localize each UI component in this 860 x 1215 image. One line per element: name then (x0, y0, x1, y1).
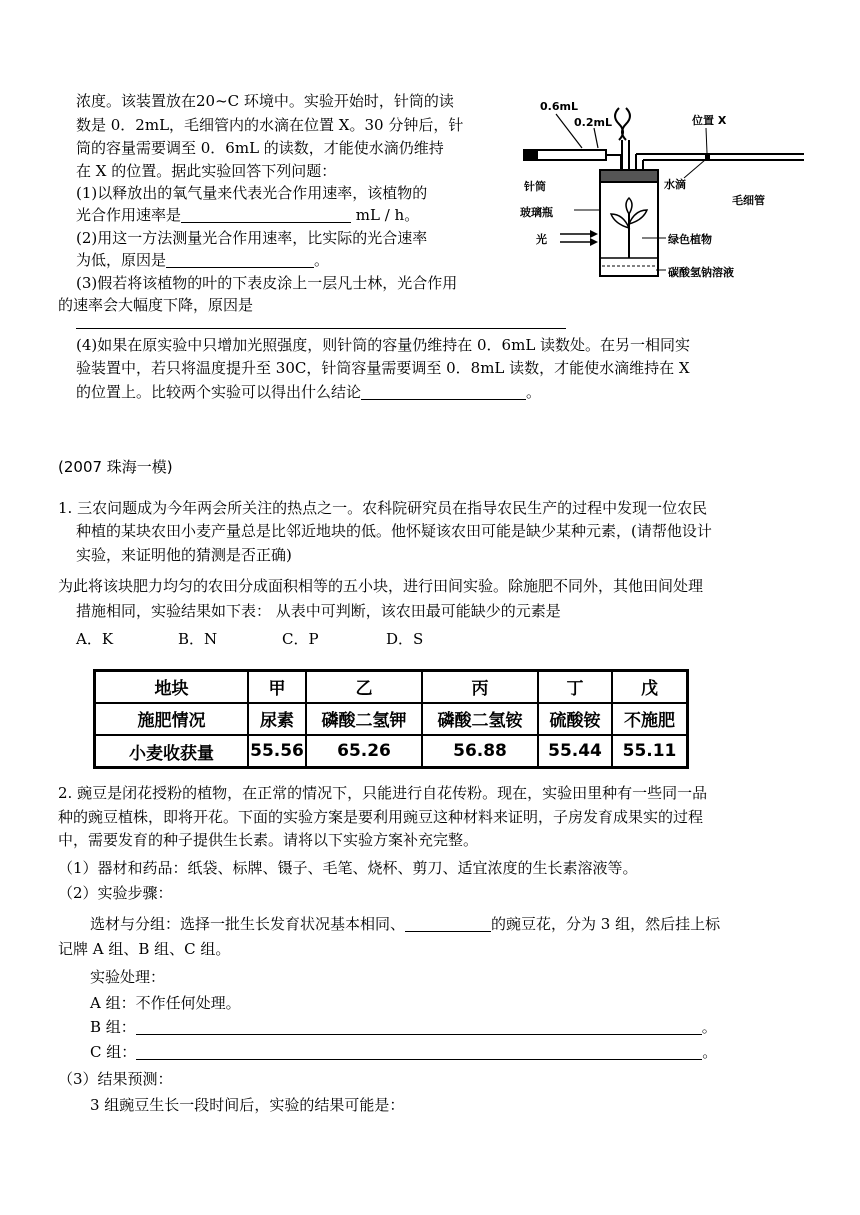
option-a[interactable]: A．K (76, 630, 114, 648)
p2-group-labels: 记牌 A 组、B 组、C 组。 (58, 940, 231, 958)
q2-line-2 (76, 249, 329, 271)
option-d[interactable]: D．S (386, 630, 424, 648)
q3-line-2: 的速率会大幅度下降，原因是 (58, 296, 254, 314)
p1-line-3: 实验，来证明他的猜测是否正确) (76, 546, 292, 564)
yield-table (93, 669, 689, 769)
p2-selection-text: 选材与分组：选择一批生长发育状况基本相同、 (90, 915, 406, 933)
p2-steps-heading: （2）实验步骤： (58, 884, 173, 902)
table-row (96, 703, 686, 735)
q1-text: 光合作用速率是 (76, 206, 182, 224)
q4-text: 的位置上。比较两个实验可以得出什么结论 (76, 383, 362, 401)
p2-selection-text-end: 的豌豆花，分为 3 组，然后挂上标 (491, 915, 721, 933)
q1-unit: mL / h。 (351, 206, 420, 224)
p2-prediction-heading: （3）结果预测： (58, 1070, 173, 1088)
label-green-plant: 绿色植物 (668, 233, 712, 246)
q4-line-3 (76, 381, 541, 403)
p2-selection-line (90, 913, 720, 935)
q1-answer-blank[interactable] (181, 206, 351, 223)
table-cell: 55.56 (248, 735, 306, 766)
table-cell: 丙 (422, 672, 538, 703)
p1-line-5: 措施相同，实验结果如下表： 从表中可判断，该农田最可能缺少的元素是 (76, 602, 561, 620)
table-cell: 小麦收获量 (96, 735, 248, 766)
q4-line-2: 验装置中，若只将温度提升至 30C，针筒容量需要调至 0．8mL 读数，才能使水滴维持在 X (76, 359, 690, 377)
p2-group-c-label: C 组： (90, 1043, 137, 1061)
label-bicarbonate-solution: 碳酸氢钠溶液 (668, 266, 734, 279)
q3-answer-blank[interactable] (76, 328, 566, 329)
label-capillary: 毛细管 (732, 194, 765, 207)
intro-line-1: 浓度。该装置放在20~C 环境中。实验开始时，针筒的读 (76, 92, 454, 110)
table-cell: 地块 (96, 672, 248, 703)
label-position-x: 位置 X (692, 114, 727, 127)
table-cell: 甲 (248, 672, 306, 703)
q4-end: 。 (526, 383, 542, 401)
p2-line-2: 种的豌豆植株，即将开花。下面的实验方案是要利用豌豆这种材料来证明，子房发育成果实的过程 (58, 808, 704, 826)
table-cell: 戊 (612, 672, 686, 703)
q1-line-2 (76, 204, 419, 226)
p2-prediction-text: 3 组豌豆生长一段时间后，实验的结果可能是： (90, 1096, 405, 1114)
table-cell: 56.88 (422, 735, 538, 766)
q3-line-1: (3)假若将该植物的叶的下表皮涂上一层凡士林，光合作用 (76, 274, 458, 292)
table-cell: 磷酸二氢铵 (422, 703, 538, 735)
p2-selection-blank[interactable] (405, 915, 491, 932)
table-cell: 尿素 (248, 703, 306, 735)
table-cell: 乙 (306, 672, 422, 703)
q2-line-1: (2)用这一方法测量光合作用速率，比实际的光合速率 (76, 229, 428, 247)
table-cell: 65.26 (306, 735, 422, 766)
intro-line-4: 在 X 的位置。据此实验回答下列问题： (76, 162, 337, 180)
p1-line-2: 种植的某块农田小麦产量总是比邻近地块的低。他怀疑该农田可能是缺少某种元素，(请帮他设计 (76, 522, 712, 540)
p2-group-b (90, 1016, 717, 1038)
intro-line-2: 数是 0．2mL，毛细管内的水滴在位置 X。30 分钟后，针 (76, 116, 464, 134)
q2-answer-blank[interactable] (166, 251, 314, 268)
p1-line-4: 为此将该块肥力均匀的农田分成面积相等的五小块，进行田间实验。除施肥不同外，其他田间处理 (58, 577, 704, 595)
q1-line-1: (1)以释放出的氧气量来代表光合作用速率，该植物的 (76, 184, 428, 202)
label-0-2ml: 0.2mL (574, 116, 612, 129)
table-cell: 55.11 (612, 735, 686, 766)
table-cell: 丁 (538, 672, 612, 703)
label-glass-bottle: 玻璃瓶 (520, 206, 553, 219)
p2-group-c-end: 。 (702, 1043, 718, 1061)
table-cell: 施肥情况 (96, 703, 248, 735)
q2-end: 。 (314, 251, 330, 269)
table-cell: 55.44 (538, 735, 612, 766)
label-water-drop: 水滴 (664, 178, 686, 191)
p2-materials: （1）器材和药品：纸袋、标牌、镊子、毛笔、烧杯、剪刀、适宜浓度的生长素溶液等。 (58, 859, 638, 877)
section-header: (2007 珠海一模) (58, 458, 173, 476)
label-syringe: 针筒 (524, 180, 546, 193)
p2-group-a: A 组：不作任何处理。 (90, 994, 241, 1012)
q4-answer-blank[interactable] (361, 383, 526, 400)
p2-group-c (90, 1041, 717, 1063)
p2-group-b-label: B 组： (90, 1018, 136, 1036)
p2-group-b-end: 。 (701, 1018, 717, 1036)
label-light: 光 (536, 233, 547, 246)
option-b[interactable]: B．N (178, 630, 218, 648)
table-cell: 不施肥 (612, 703, 686, 735)
p2-line-3: 中，需要发育的种子提供生长素。请将以下实验方案补充完整。 (58, 831, 479, 849)
p1-line-1: 1. 三农问题成为今年两会所关注的热点之一。农科院研究员在指导农民生产的过程中发现一位农民 (58, 499, 708, 517)
option-c[interactable]: C．P (282, 630, 319, 648)
p2-group-b-blank[interactable] (136, 1018, 702, 1035)
p2-line-1: 2. 豌豆是闭花授粉的植物，在正常的情况下，只能进行自花传粉。现在，实验田里种有一些同一品 (58, 784, 708, 802)
p2-treatment-heading: 实验处理： (90, 968, 166, 986)
q4-line-1: (4)如果在原实验中只增加光照强度，则针筒的容量仍维持在 0．6mL 读数处。在另一相同实 (76, 336, 691, 354)
table-cell: 硫酸铵 (538, 703, 612, 735)
table-row (96, 672, 686, 703)
table-row (96, 735, 686, 766)
apparatus-diagram (516, 98, 806, 288)
intro-line-3: 筒的容量需要调至 0．6mL 的读数，才能使水滴仍维持 (76, 139, 444, 157)
p2-group-c-blank[interactable] (136, 1043, 702, 1060)
table-cell: 磷酸二氢钾 (306, 703, 422, 735)
q2-text: 为低，原因是 (76, 251, 167, 269)
label-0-6ml: 0.6mL (540, 100, 578, 113)
